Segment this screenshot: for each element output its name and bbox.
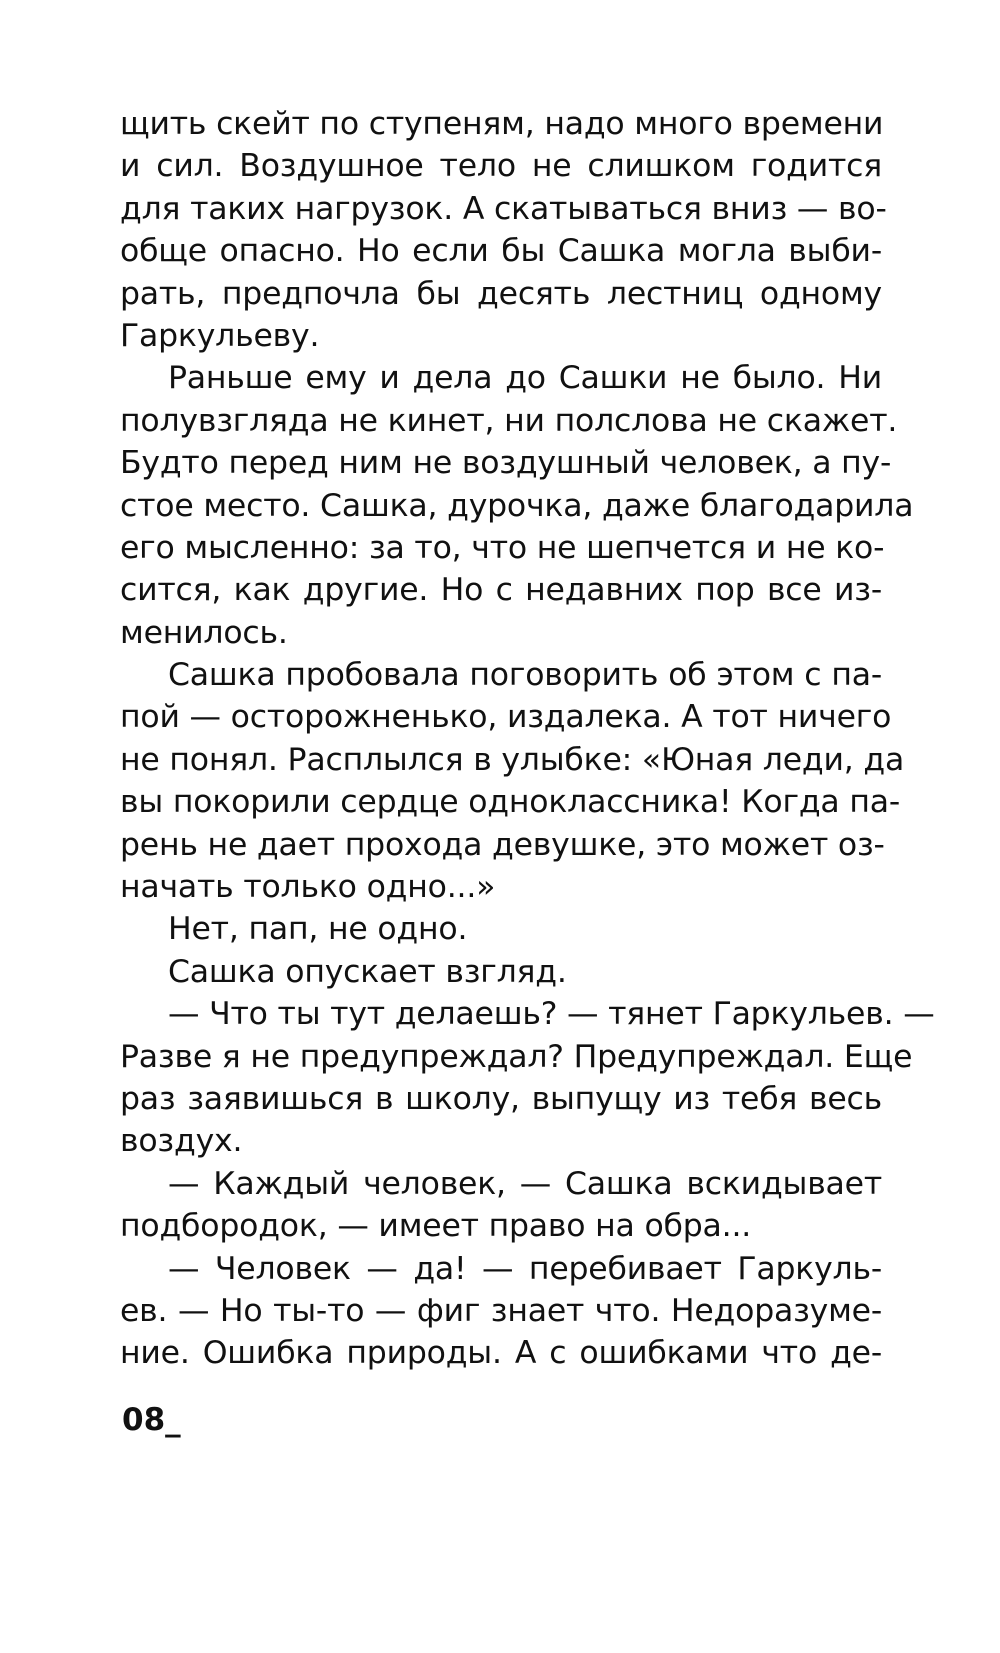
text-line: Сашка пробовала поговорить об этом с па-: [168, 657, 882, 694]
text-line: воздух.: [120, 1123, 243, 1160]
text-line: вы покорили сердце одноклассника! Когда па-: [120, 784, 901, 821]
text-line: пой — осторожненько, издалека. А тот ничего: [120, 699, 892, 736]
text-line: не понял. Расплылся в улыбке: «Юная леди, да: [120, 741, 905, 778]
body-text: [120, 103, 935, 1375]
text-line: менилось.: [120, 614, 288, 651]
text-line: рень не дает прохода девушке, это может оз-: [120, 826, 885, 863]
text-line: Будто перед ним не воздушный человек, а пу-: [120, 445, 892, 482]
text-line: Разве я не предупреждал? Предупреждал. Еще: [120, 1038, 913, 1075]
text-line: Гаркульеву.: [120, 317, 320, 354]
text-line: Нет, пап, не одно.: [168, 911, 468, 948]
text-line: — Человек — да! — перебивает Гаркуль-: [168, 1250, 882, 1287]
text-line: сится, как другие. Но с недавних пор все из-: [120, 572, 882, 609]
text-line: — Каждый человек, — Сашка вскидывает: [168, 1165, 882, 1202]
text-line: — Что ты тут делаешь? — тянет Гаркульев. —: [168, 996, 935, 1033]
text-line: стое место. Сашка, дурочка, даже благодарила: [120, 487, 914, 524]
text-line: Сашка опускает взгляд.: [168, 953, 567, 990]
text-line: щить скейт по ступеням, надо много времени: [120, 106, 884, 142]
text-line: его мысленно: за то, что не шепчется и не ко-: [120, 529, 885, 566]
text-line: и сил. Воздушное тело не слишком годится: [120, 148, 882, 185]
text-line: ние. Ошибка природы. А с ошибками что де-: [120, 1335, 882, 1372]
text-line: начать только одно...»: [120, 869, 496, 906]
text-line: полувзгляда не кинет, ни полслова не скажет.: [120, 402, 898, 439]
text-line: обще опасно. Но если бы Сашка могла выби-: [120, 233, 882, 270]
text-line: для таких нагрузок. А скатываться вниз — во-: [120, 190, 887, 227]
text-line: раз заявишься в школу, выпущу из тебя весь: [120, 1080, 882, 1117]
text-line: ев. — Но ты-то — фиг знает что. Недоразуме-: [120, 1292, 882, 1329]
text-line: Раньше ему и дела до Сашки не было. Ни: [168, 360, 882, 397]
text-line: подбородок, — имеет право на обра...: [120, 1208, 752, 1245]
text-line: рать, предпочла бы десять лестниц одному: [120, 275, 882, 312]
page-number: 08_: [122, 1402, 181, 1438]
